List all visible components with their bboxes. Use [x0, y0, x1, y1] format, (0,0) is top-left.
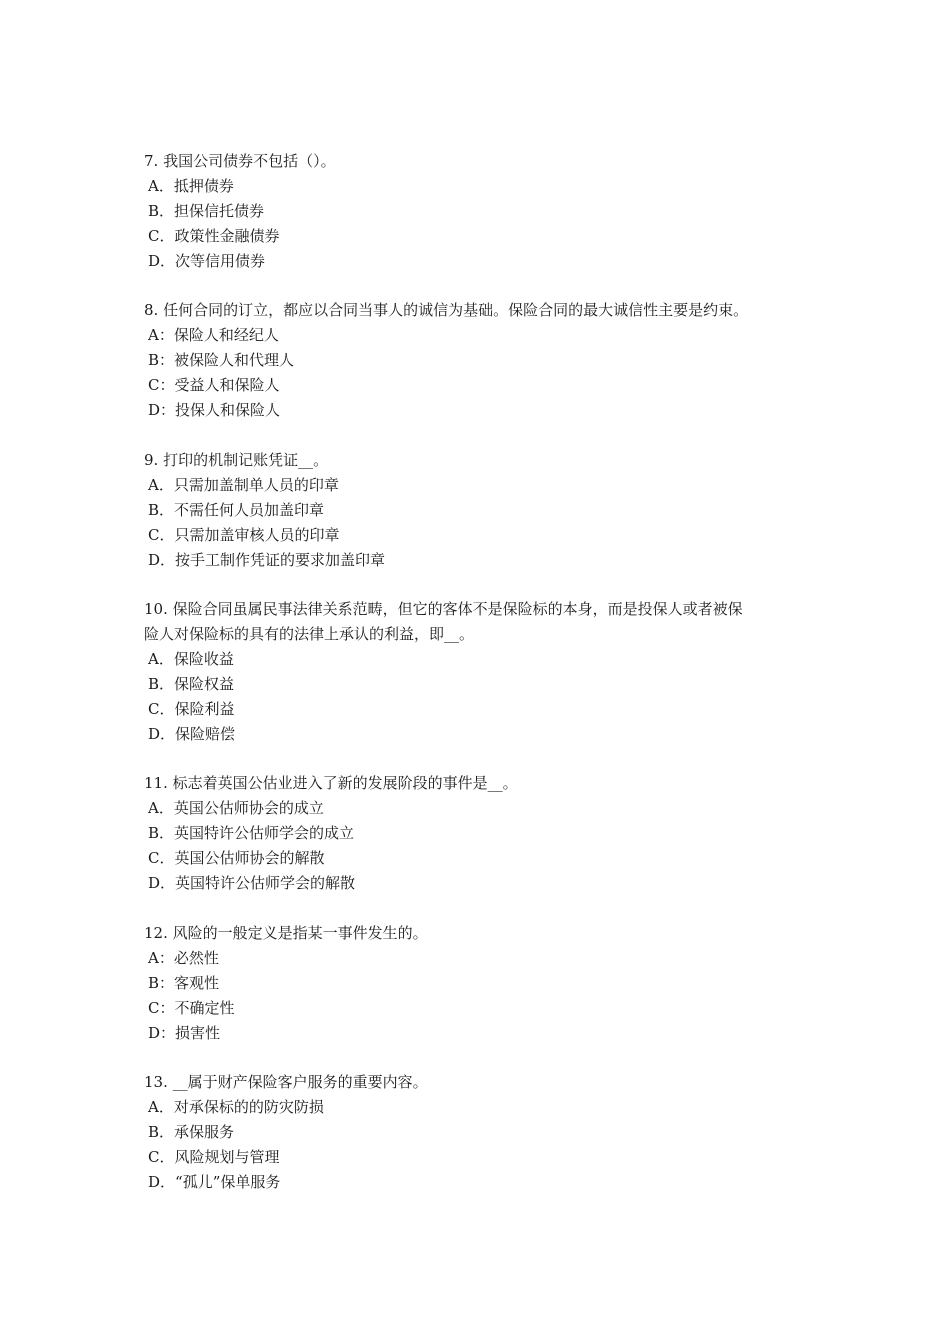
question-stem-line-1: 10. 保险合同虽属民事法律关系范畴，但它的客体不是保险标的本身，而是投保人或者被保 [144, 600, 743, 618]
option-d: D．保险赔偿 [148, 725, 236, 743]
option-a: A．英国公估师协会的成立 [148, 799, 324, 817]
option-d: D：投保人和保险人 [148, 401, 281, 419]
option-b: B．保险权益 [148, 675, 235, 693]
option-b: B．承保服务 [148, 1123, 235, 1141]
question-stem: 7. 我国公司债券不包括（）。 [144, 152, 336, 170]
option-c: C．英国公估师协会的解散 [148, 849, 325, 867]
question-stem: 9. 打印的机制记账凭证__。 [144, 451, 329, 469]
question-stem: 8. 任何合同的订立，都应以合同当事人的诚信为基础。保险合同的最大诚信性主要是约束。 [144, 301, 749, 319]
option-c: C：受益人和保险人 [148, 376, 280, 394]
option-b: B．担保信托债券 [148, 202, 265, 220]
question-8 [144, 298, 816, 423]
option-b: B．不需任何人员加盖印章 [148, 501, 325, 519]
question-stem: 12. 风险的一般定义是指某一事件发生的。 [144, 924, 428, 942]
option-c: C．政策性金融债券 [148, 227, 280, 245]
option-a: A：保险人和经纪人 [148, 326, 279, 344]
option-c: C．保险利益 [148, 700, 235, 718]
option-a: A．保险收益 [148, 650, 234, 668]
option-a: A．对承保标的的防灾防损 [148, 1098, 324, 1116]
question-stem: 11. 标志着英国公估业进入了新的发展阶段的事件是__。 [144, 774, 518, 792]
option-c: C．只需加盖审核人员的印章 [148, 526, 340, 544]
option-c: C：不确定性 [148, 999, 235, 1017]
option-d: D．按手工制作凭证的要求加盖印章 [148, 551, 386, 569]
option-b: B：客观性 [148, 974, 220, 992]
option-d: D．英国特许公估师学会的解散 [148, 874, 356, 892]
question-12 [144, 921, 816, 1046]
question-stem-line-2: 险人对保险标的具有的法律上承认的利益，即__。 [144, 625, 475, 643]
question-10 [144, 597, 816, 747]
option-a: A．抵押债券 [148, 177, 234, 195]
option-d: D．“孤儿”保单服务 [148, 1173, 281, 1191]
question-stem: 13. __属于财产保险客户服务的重要内容。 [144, 1073, 428, 1091]
option-b: B：被保险人和代理人 [148, 351, 295, 369]
question-9 [144, 448, 816, 573]
option-d: D．次等信用债券 [148, 252, 266, 270]
option-a: A：必然性 [148, 949, 219, 967]
option-a: A．只需加盖制单人员的印章 [148, 476, 339, 494]
option-d: D：损害性 [148, 1024, 221, 1042]
question-13 [144, 1070, 816, 1195]
option-c: C．风险规划与管理 [148, 1148, 280, 1166]
question-11 [144, 771, 816, 896]
option-b: B．英国特许公估师学会的成立 [148, 824, 355, 842]
question-7 [144, 149, 816, 274]
